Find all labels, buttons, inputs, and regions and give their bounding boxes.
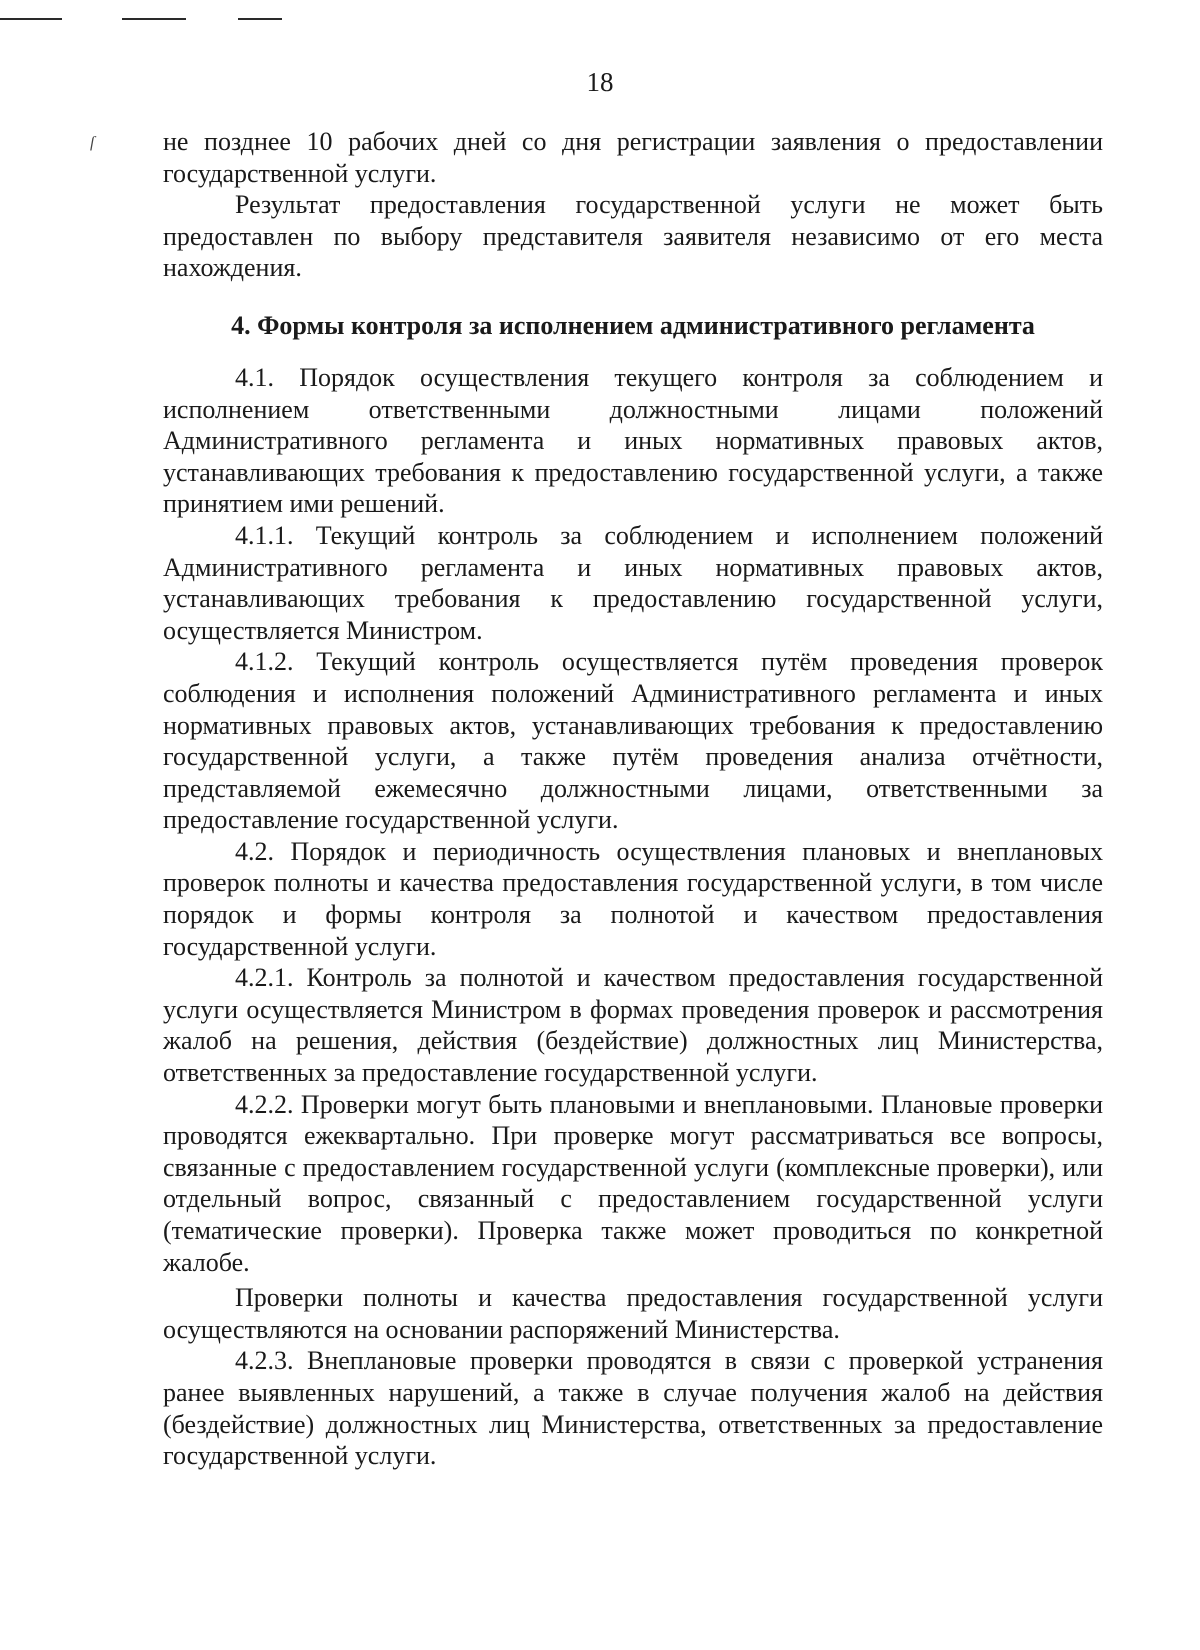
section-heading: 4. Формы контроля за исполнением административного регламента	[231, 310, 1035, 340]
scan-mark: ſ	[90, 134, 95, 151]
scan-line-3	[238, 18, 282, 20]
paragraph-4-1-1: 4.1.1. Текущий контроль за соблюдением и исполнением положений Административного регламента и иных нормативных правовых актов, устанавливающих требования к предоставлению государственной услуги, осуществляется Министром.	[163, 520, 1103, 645]
paragraph-4-2-1: 4.2.1. Контроль за полнотой и качеством предоставления государственной услуги осуществляется Министром в формах проведения проверок и рассмотрения жалоб на решения, действия (бездействие) должностных лиц Министерства, ответственных за предоставление государственной услуги.	[163, 963, 1103, 1088]
paragraph-4-1: 4.1. Порядок осуществления текущего контроля за соблюдением и исполнением ответственными должностными лицами положений Административного регламента и иных нормативных правовых актов, устанавливающих требования к предоставлению государственной услуги, а также принятием ими решений.	[163, 362, 1103, 519]
paragraph-intro-1: не позднее 10 рабочих дней со дня регистрации заявления о предоставлении государственной услуги.	[163, 127, 1103, 188]
scan-line-1	[0, 18, 62, 20]
scan-line-2	[122, 18, 186, 20]
page-number: 18	[586, 67, 614, 97]
paragraph-4-2-2: 4.2.2. Проверки могут быть плановыми и внеплановыми. Плановые проверки проводятся ежеквартально. При проверке могут рассматриваться все вопросы, связанные с предоставлением государственной услуги (комплексные проверки), или отдельный вопрос, связанный с предоставлением государственной услуги (тематические проверки). Проверка также может проводиться по конкретной жалобе.	[163, 1089, 1103, 1277]
paragraph-inspections-basis: Проверки полноты и качества предоставления государственной услуги осуществляются на основании распоряжений Министерства.	[163, 1283, 1103, 1344]
paragraph-intro-2: Результат предоставления государственной услуги не может быть предоставлен по выбору представителя заявителя независимо от его места нахождения.	[163, 190, 1103, 283]
paragraph-4-1-2: 4.1.2. Текущий контроль осуществляется путём проведения проверок соблюдения и исполнения положений Административного регламента и иных нормативных правовых актов, устанавливающих требования к предоставлению государственной услуги, а также путём проведения анализа отчётности, представляемой ежемесячно должностными лицами, ответственными за предоставление государственной услуги.	[163, 647, 1103, 835]
document-body	[163, 126, 1103, 1472]
paragraph-4-2: 4.2. Порядок и периодичность осуществления плановых и внеплановых проверок полноты и качества предоставления государственной услуги, в том числе порядок и формы контроля за полнотой и качеством предоставления государственной услуги.	[163, 836, 1103, 961]
paragraph-4-2-3: 4.2.3. Внеплановые проверки проводятся в связи с проверкой устранения ранее выявленных нарушений, а также в случае получения жалоб на действия (бездействие) должностных лиц Министерства, ответственных за предоставление государственной услуги.	[163, 1346, 1103, 1471]
